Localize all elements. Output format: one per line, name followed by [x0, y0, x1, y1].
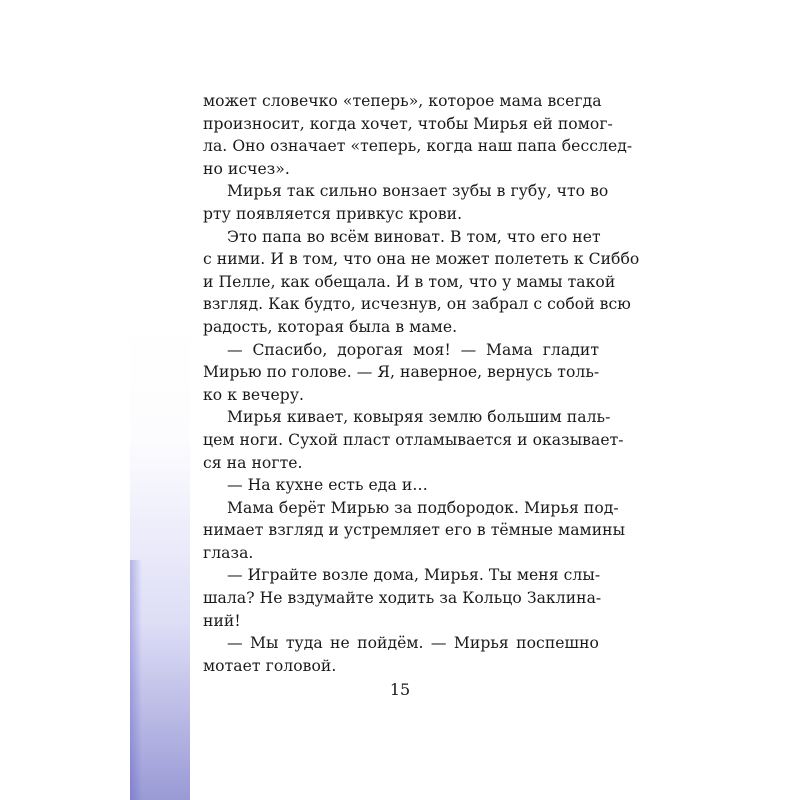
text-line: цем ноги. Сухой пласт отламывается и оказывает- [203, 430, 624, 449]
text-line: Мама берёт Мирью за подбородок. Мирья под- [227, 498, 619, 517]
text-line: может словечко «теперь», которое мама всегда [203, 92, 602, 110]
text-line: нимает взгляд и устремляет его в тёмные мамины [203, 521, 626, 540]
text-line: — Мы туда не пойдём. — Мирья поспешно [227, 634, 599, 653]
text-line: произносит, когда хочет, чтобы Мирья ей помог- [203, 114, 613, 133]
page-number: 15 [389, 680, 411, 699]
text-line: — На кухне есть еда и… [227, 476, 428, 495]
text-line: мотает головой. [203, 656, 337, 675]
text-line: — Спасибо, дорогая моя! — Мама гладит [227, 340, 599, 359]
text-line: но исчез». [203, 159, 290, 178]
text-line: рту появляется привкус крови. [203, 204, 463, 223]
text-line: ний! [203, 611, 241, 630]
text-line: глаза. [203, 543, 254, 562]
text-line: радость, которая была в маме. [203, 317, 458, 336]
text-line: Это папа во всём виноват. В том, что его нет [227, 227, 601, 246]
text-line: ла. Оно означает «теперь, когда наш папа бесслед- [203, 137, 633, 156]
text-line: ко к вечеру. [203, 385, 305, 404]
text-line: Мирью по голове. — Я, наверное, вернусь толь- [203, 363, 600, 382]
body-text [203, 90, 640, 677]
text-line: и Пелле, как обещала. И в том, что у мамы такой [203, 272, 616, 291]
text-line: Мирья так сильно вонзает зубы в губу, что во [227, 182, 609, 201]
text-line: — Играйте возле дома, Мирья. Ты меня слы- [227, 566, 601, 585]
text-line: ся на ногте. [203, 453, 303, 472]
text-line: шала? Не вздумайте ходить за Кольцо Заклина- [203, 589, 602, 608]
text-line: Мирья кивает, ковыряя землю большим паль- [227, 408, 611, 427]
text-line: взгляд. Как будто, исчезнув, он забрал с собой всю [203, 295, 631, 314]
text-line: с ними. И в том, что она не может полететь к Сиббо [203, 250, 640, 269]
